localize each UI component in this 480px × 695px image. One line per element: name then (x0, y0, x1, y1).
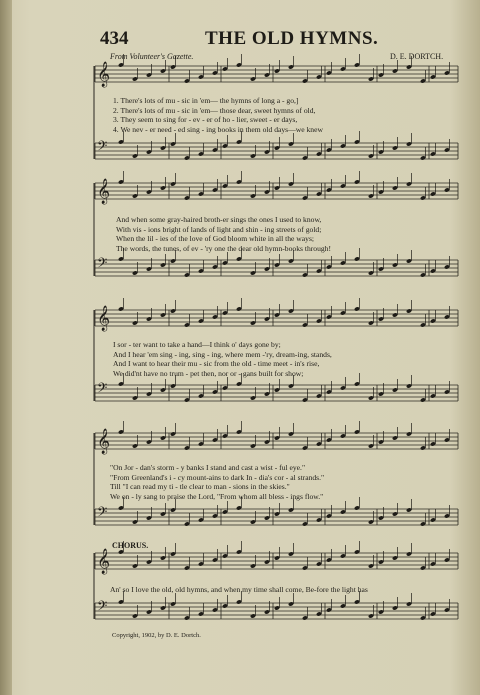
bass-clef: 𝄢 (97, 504, 108, 523)
lyric-line: Till "I can read my ti - tle clear to man - sions in the skies." (110, 482, 290, 492)
lyric-line: With vis - ions bright of lands of light and shin - ing streets of gold; (116, 224, 322, 234)
lyric-line: We did'nt have no trum - pet then, nor or - gans built for show; (113, 368, 304, 378)
bass-clef: 𝄢 (97, 598, 108, 617)
lyric-line: I sor - ter want to take a hand—I think o' days gone by; (113, 340, 281, 349)
chorus-lyrics (110, 585, 368, 595)
lyric-line: 4. We nev - er need - ed sing - ing books in them old days—we knew (113, 124, 323, 134)
chorus-label: CHORUS. (112, 541, 149, 550)
hymn-title: THE OLD HYMNS. (205, 28, 379, 49)
source-credit: From Volunteer's Gazette. (110, 52, 194, 61)
treble-clef: 𝄞 (97, 179, 111, 204)
treble-clef: 𝄞 (97, 306, 111, 331)
lyric-line: We on - ly sang to praise the Lord, "From whom all bless - ings flow." (110, 491, 324, 501)
lyric-line: "From Greenland's i - cy mount-ains to dark In - dia's cor - al strands." (110, 472, 325, 482)
treble-clef: 𝄞 (97, 549, 111, 574)
composer-credit: D. E. DORTCH. (390, 52, 444, 61)
bass-clef: 𝄢 (97, 138, 108, 157)
verse-lyrics-system-1 (113, 96, 323, 134)
verse-lyrics-system-2 (116, 215, 331, 253)
verse-lyrics-system-3 (113, 340, 332, 378)
bass-clef: 𝄢 (97, 380, 108, 399)
lyric-line: And I want to hear their mu - sic from the old - time meet - in's rise, (113, 359, 320, 369)
verse-lyrics-system-4 (110, 463, 324, 501)
copyright-notice: Copyright, 1902, by D. E. Dortch. (112, 632, 201, 639)
treble-clef: 𝄞 (97, 62, 111, 87)
hymn-number: 434 (100, 28, 129, 49)
lyric-line: And I hear 'em sing - ing, sing - ing, where mem -'ry, dream-ing, stands, (113, 349, 332, 359)
lyric-line: 3. They seem to sing for - ev - er of ho - lier, sweet - er days, (113, 115, 298, 125)
lyric-line: And when some gray-haired broth-er sings the ones I used to know, (116, 215, 322, 224)
lyric-line: "On Jor - dan's storm - y banks I stand and cast a wist - ful eye." (110, 463, 306, 472)
lyric-line: 1. There's lots of mu - sic in 'em— the hymns of long a - go,] (113, 96, 299, 105)
lyric-line: An' so I love the old, old hymns, and when my time shall come, Be-fore the light has (110, 585, 368, 594)
lyric-line: 2. There's lots of mu - sic in 'em— those dear, sweet hymns of old, (113, 105, 316, 115)
treble-clef: 𝄞 (97, 429, 111, 454)
lyric-line: When the lil - ies of the love of God bloom white in all the ways; (116, 234, 315, 244)
lyric-line: The words, the tunes, of ev - 'ry one the dear old hymn-books through! (116, 243, 331, 253)
bass-clef: 𝄢 (97, 255, 108, 274)
